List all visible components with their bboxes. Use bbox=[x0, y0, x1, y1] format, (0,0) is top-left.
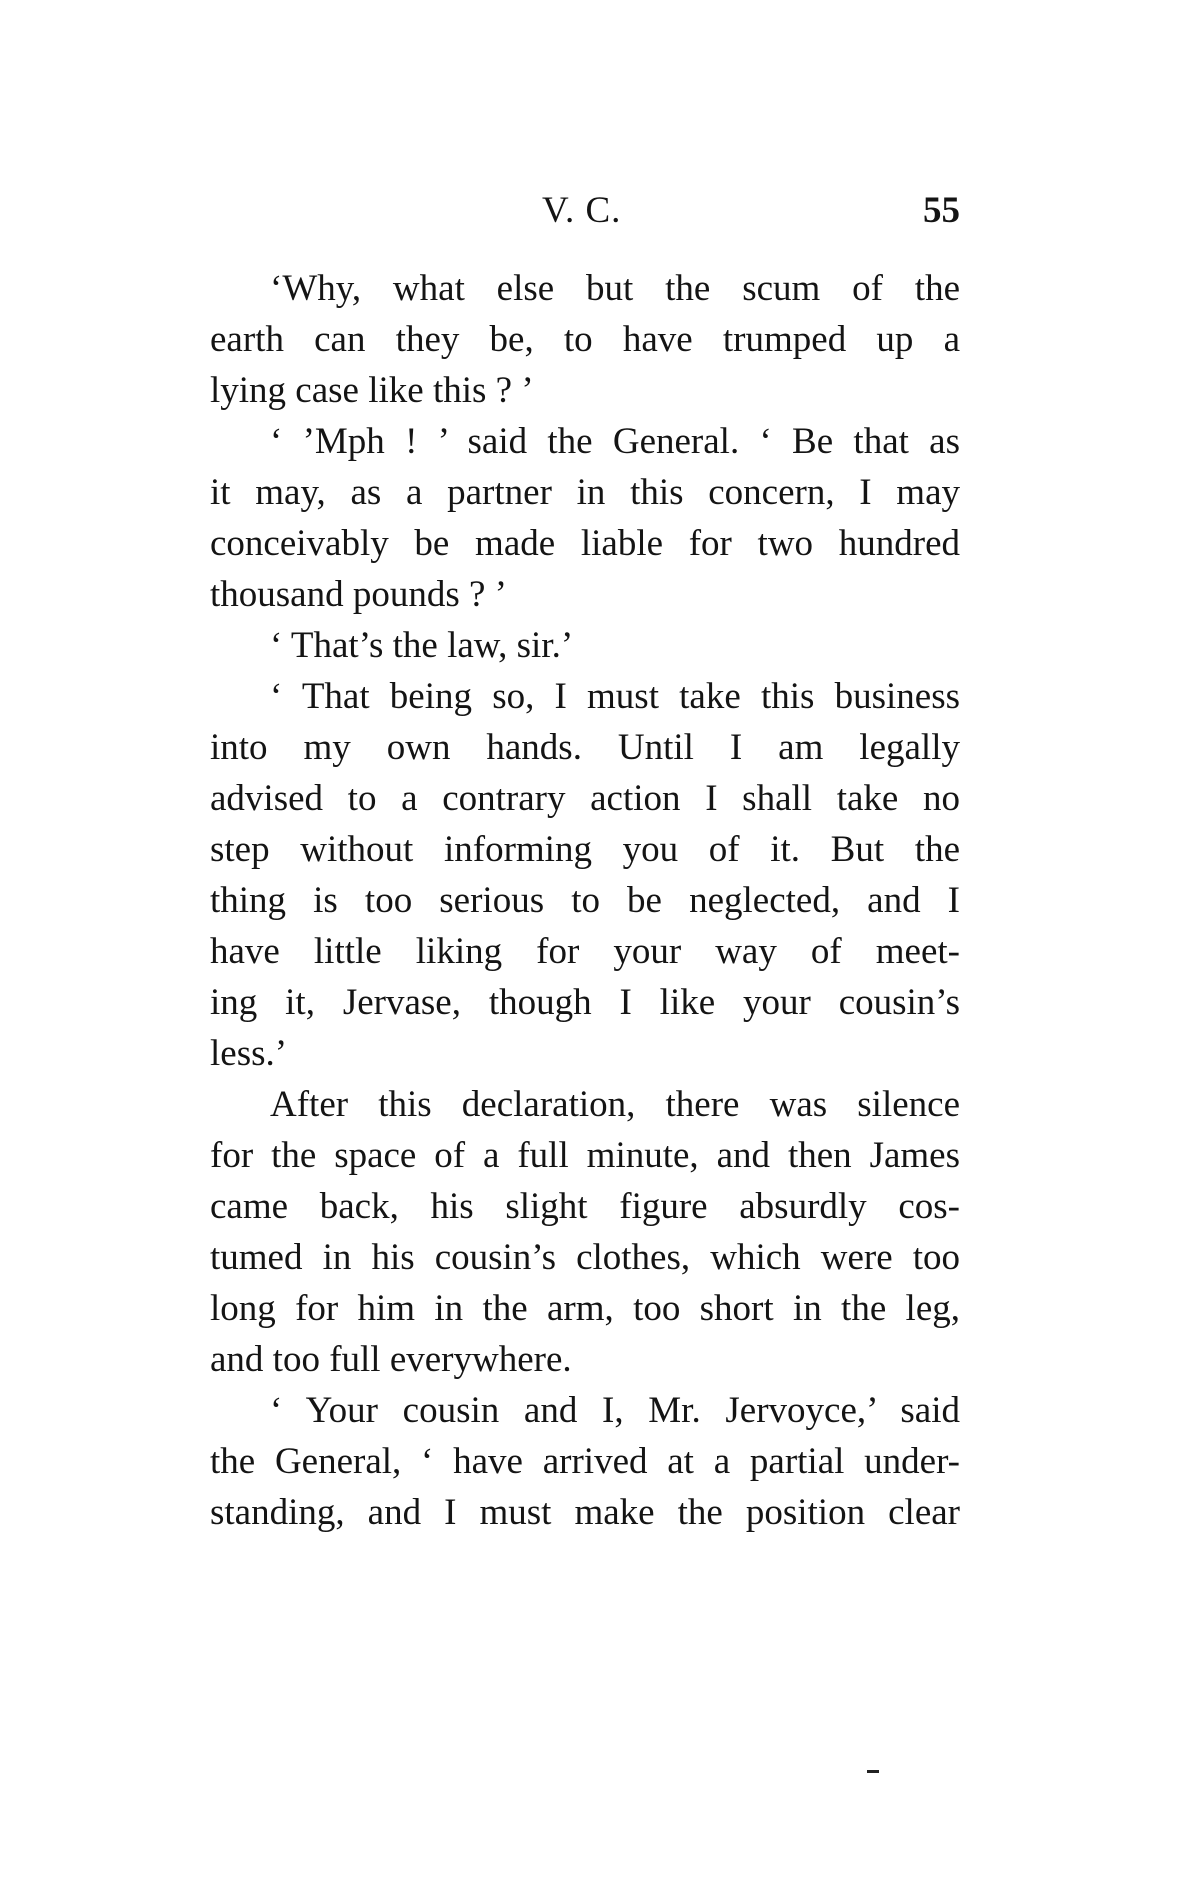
body-text bbox=[210, 263, 960, 1538]
text-line: came back, his slight figure absurdly cos- bbox=[210, 1186, 960, 1227]
paragraph bbox=[210, 620, 960, 671]
text-line: conceivably be made liable for two hundred bbox=[210, 523, 960, 564]
text-line: earth can they be, to have trumped up a bbox=[210, 319, 960, 360]
text-line: ‘Why, what else but the scum of the bbox=[270, 268, 960, 309]
text-line: and too full everywhere. bbox=[210, 1339, 572, 1380]
text-line: After this declaration, there was silence bbox=[270, 1084, 960, 1125]
running-head bbox=[210, 186, 960, 236]
printer-mark bbox=[867, 1770, 879, 1773]
running-title: V. C. bbox=[542, 190, 622, 231]
text-line: ‘ ’Mph ! ’ said the General. ‘ Be that as bbox=[270, 421, 960, 462]
paragraph bbox=[210, 671, 960, 1079]
text-line: for the space of a full minute, and then James bbox=[210, 1135, 960, 1176]
text-line: ‘ That’s the law, sir.’ bbox=[270, 625, 574, 666]
text-line: less.’ bbox=[210, 1033, 288, 1074]
text-line: into my own hands. Until I am legally bbox=[210, 727, 960, 768]
text-line: long for him in the arm, too short in the leg, bbox=[210, 1288, 960, 1329]
text-line: step without informing you of it. But the bbox=[210, 829, 960, 870]
text-line: ‘ That being so, I must take this business bbox=[270, 676, 960, 717]
text-line: thousand pounds ? ’ bbox=[210, 574, 507, 615]
text-line: standing, and I must make the position clear bbox=[210, 1492, 960, 1533]
text-line: tumed in his cousin’s clothes, which were too bbox=[210, 1237, 960, 1278]
text-line: ‘ Your cousin and I, Mr. Jervoyce,’ said bbox=[270, 1390, 960, 1431]
text-line: thing is too serious to be neglected, and I bbox=[210, 880, 960, 921]
text-line: have little liking for your way of meet- bbox=[210, 931, 960, 972]
text-line: it may, as a partner in this concern, I may bbox=[210, 472, 960, 513]
paragraph bbox=[210, 263, 960, 416]
text-line: lying case like this ? ’ bbox=[210, 370, 534, 411]
paragraph bbox=[210, 1079, 960, 1385]
page-number: 55 bbox=[923, 190, 960, 231]
paragraph bbox=[210, 416, 960, 620]
text-line: the General, ‘ have arrived at a partial under- bbox=[210, 1441, 960, 1482]
text-line: ing it, Jervase, though I like your cousin’s bbox=[210, 982, 960, 1023]
text-line: advised to a contrary action I shall take no bbox=[210, 778, 960, 819]
paragraph bbox=[210, 1385, 960, 1538]
